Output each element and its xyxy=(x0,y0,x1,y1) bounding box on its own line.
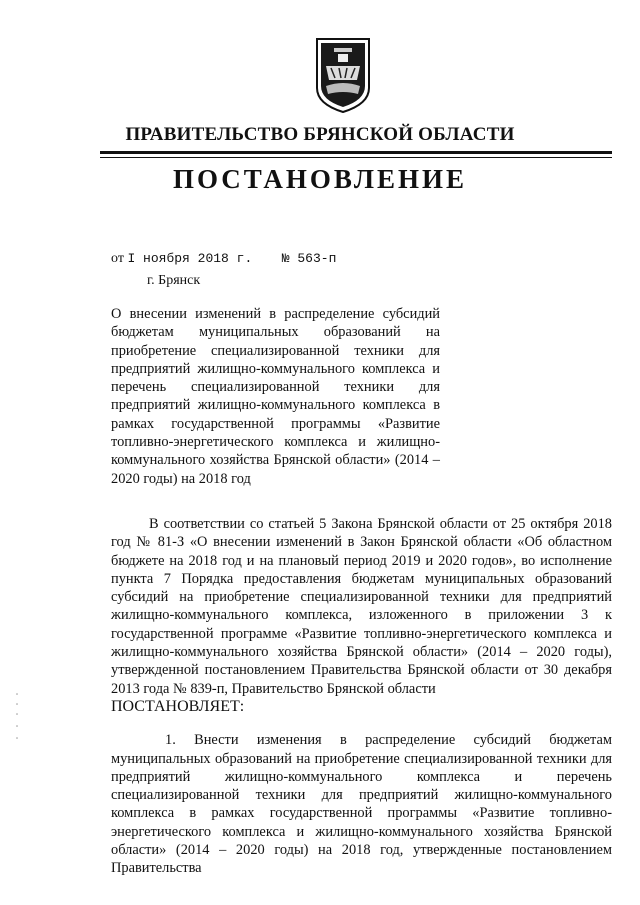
preamble-paragraph xyxy=(111,515,612,716)
margin-marks xyxy=(14,690,20,750)
document-date: I ноября 2018 г. xyxy=(127,251,253,266)
document-type-title: ПОСТАНОВЛЕНИЕ xyxy=(172,164,468,194)
coat-of-arms-icon xyxy=(314,36,372,114)
from-label: от xyxy=(111,251,124,266)
document-body xyxy=(111,515,612,878)
document-number: № 563-п xyxy=(281,251,337,266)
city-label: г. Брянск xyxy=(147,273,201,288)
preamble-text: В соответствии со статьей 5 Закона Брянской области от 25 октября 2018 год № 81-З «О внесении изменений в Закон Брянской области «Об областном бюджете на 2018 год и на плановый период 2019 и 2020 годов», во исполнение пункта 7 Порядка предоставления бюджетам муниципальных образований субсидий на приобретение специализированной техники для предприятий жилищно-коммунального комплекса, изложенного в приложении 3 к государственной программе «Развитие топливно-энергетического комплекса и жилищно-коммунального хозяйства Брянской области» (2014 – 2020 годы), утвержденной постановлением Правительства Брянской области от 30 декабря 2013 года № 839-п, Правительство Брянской области xyxy=(111,516,612,697)
document-subject: О внесении изменений в распределение субсидий бюджетам муниципальных образований на приобретение специализированной техники для предприятий жилищно-коммунального комплекса и перечень специализированной техники для предприятий жилищно-коммунального комплекса в рамках государственной программы «Развитие топливно-энергетического комплекса и жилищно-коммунального хозяйства Брянской области» (2014 – 2020 годы) на 2018 год xyxy=(111,306,440,487)
header-rule-thin xyxy=(100,157,612,158)
item-1-paragraph: 1. Внести изменения в распределение субсидий бюджетам муниципальных образований на приобретение специализированной техники для предприятий жилищно-коммунального комплекса и перечень специализированной техники для предприятий жилищно-коммунального комплекса в рамках государственной программы «Развитие топливно-энергетического комплекса и жилищно-коммунального хозяйства Брянской области» (2014 – 2020 годы) на 2018 год, утвержденные постановлением Правительства xyxy=(111,732,612,877)
date-number-line xyxy=(111,251,336,267)
header-rule-thick xyxy=(100,151,612,154)
government-title: ПРАВИТЕЛЬСТВО БРЯНСКОЙ ОБЛАСТИ xyxy=(125,124,515,145)
decree-word: ПОСТАНОВЛЯЕТ: xyxy=(111,697,245,715)
